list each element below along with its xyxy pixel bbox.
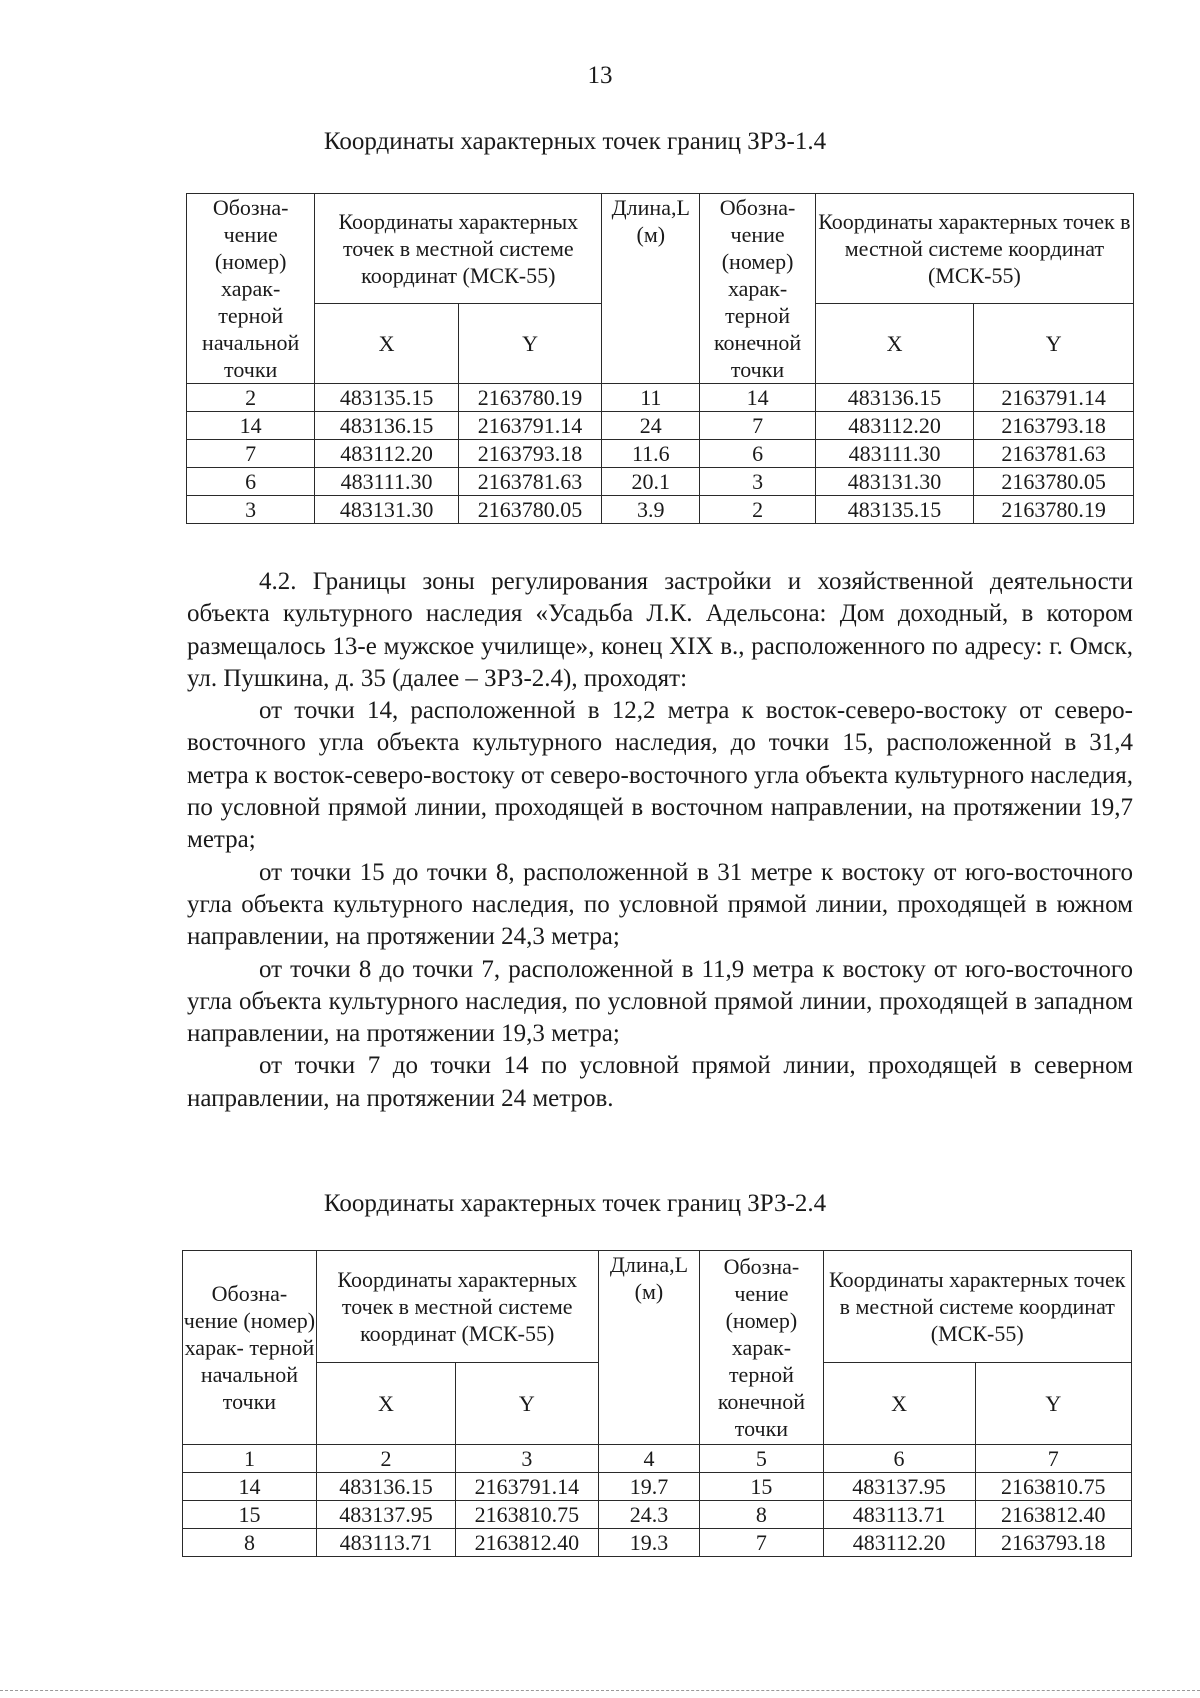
- page-number: 13: [587, 62, 613, 89]
- table1-cell: 2163781.63: [458, 468, 601, 496]
- table2-cell: 483113.71: [316, 1529, 455, 1557]
- table2-row: [183, 1529, 1132, 1557]
- column-number-cell: 3: [456, 1445, 598, 1473]
- table2-cell: 483136.15: [316, 1473, 455, 1501]
- table1-cell: 483111.30: [315, 468, 458, 496]
- table1-cell: 14: [187, 412, 315, 440]
- table1-cell: 11.6: [602, 440, 700, 468]
- table1-cell: 2163781.63: [974, 440, 1134, 468]
- table1-cell: 24: [602, 412, 700, 440]
- table2-cell: 483137.95: [316, 1501, 455, 1529]
- table1-cell: 2: [187, 384, 315, 412]
- table1-cell: 2163793.18: [974, 412, 1134, 440]
- table2-cell: 2163810.75: [456, 1501, 598, 1529]
- table2-cell: 15: [183, 1501, 317, 1529]
- header-coords: Координаты характерных точек в местной системе координат (МСК-55): [316, 1251, 598, 1363]
- table2-cell: 15: [700, 1473, 823, 1501]
- table1-cell: 3: [187, 496, 315, 524]
- table1-cell: 483135.15: [815, 496, 974, 524]
- header-coords: Координаты характерных точек в местной системе координат (МСК-55): [315, 194, 602, 304]
- header-x-end: X: [823, 1363, 975, 1445]
- table1-cell: 20.1: [602, 468, 700, 496]
- column-number-cell: 7: [975, 1445, 1131, 1473]
- table2-cell: 483112.20: [823, 1529, 975, 1557]
- table1-caption: Координаты характерных точек границ ЗРЗ-1.4: [323, 128, 827, 155]
- table2-caption: Координаты характерных точек границ ЗРЗ-2.4: [323, 1190, 827, 1217]
- table1-cell: 6: [700, 440, 815, 468]
- table1-cell: 2163780.05: [974, 468, 1134, 496]
- table2-cell: 2163810.75: [975, 1473, 1131, 1501]
- table2-cell: 2163812.40: [975, 1501, 1131, 1529]
- column-number-cell: 4: [598, 1445, 700, 1473]
- table2-row: [183, 1473, 1132, 1501]
- table1-cell: 483131.30: [815, 468, 974, 496]
- table1-row: [187, 384, 1134, 412]
- table2-cell: 24.3: [598, 1501, 700, 1529]
- table1-cell: 7: [187, 440, 315, 468]
- table2-cell: 8: [700, 1501, 823, 1529]
- table1-cell: 483131.30: [315, 496, 458, 524]
- paragraph-point-7: от точки 7 до точки 14 по условной прямой линии, проходящей в северном направлении, на протяжении 24 метров.: [187, 1052, 1133, 1112]
- table1-cell: 3: [700, 468, 815, 496]
- paragraph-point-8: от точки 8 до точки 7, расположенной в 11,9 метра к востоку от юго-восточного угла объекта культурного наследия, по условной прямой линии, проходящей в западном направлении, на протяжении 19,3 метра;: [187, 955, 1133, 1048]
- table1-cell: 2163791.14: [458, 412, 601, 440]
- header-x: X: [315, 304, 458, 384]
- table2-cell: 483113.71: [823, 1501, 975, 1529]
- paragraph-point-15: от точки 15 до точки 8, расположенной в 31 метре к востоку от юго-восточного угла объекта культурного наследия, по условной прямой линии, проходящей в южном направлении, на протяжении 24,3 метра;: [187, 858, 1133, 951]
- table1-cell: 14: [700, 384, 815, 412]
- header-y: Y: [458, 304, 601, 384]
- table1-cell: 7: [700, 412, 815, 440]
- header-end-point: Обозна- чение (номер) харак- терной конечной точки: [700, 194, 815, 384]
- header-x: X: [316, 1363, 455, 1445]
- table1-cell: 2163780.05: [458, 496, 601, 524]
- table1-row: [187, 440, 1134, 468]
- table1-cell: 6: [187, 468, 315, 496]
- table1-cell: 11: [602, 384, 700, 412]
- paragraph-point-14: от точки 14, расположенной в 12,2 метра к восток-северо-востоку от северо-восточного угла объекта культурного наследия, до точки 15, расположенной в 31,4 метра к восток-северо-востоку от северо-восточного угла объекта культурного наследия, по условной прямой линии, проходящей в восточном направлении, на протяжении 19,7 метра;: [187, 697, 1133, 854]
- table1-cell: 483135.15: [315, 384, 458, 412]
- header-y-end: Y: [975, 1363, 1131, 1445]
- header-length: Длина,L (м): [602, 194, 700, 384]
- column-number-cell: 5: [700, 1445, 823, 1473]
- header-coords-end: Координаты характерных точек в местной системе координат (МСК-55): [823, 1251, 1132, 1363]
- column-number-cell: 2: [316, 1445, 455, 1473]
- table1-cell: 483112.20: [815, 412, 974, 440]
- body-text: [187, 566, 1133, 1115]
- table1-cell: 483111.30: [815, 440, 974, 468]
- header-coords-end: Координаты характерных точек в местной системе координат (МСК-55): [815, 194, 1133, 304]
- header-y: Y: [456, 1363, 598, 1445]
- table2-coordinates: [182, 1250, 1132, 1557]
- table2-cell: 2163793.18: [975, 1529, 1131, 1557]
- header-length: Длина,L (м): [598, 1251, 700, 1445]
- header-y-end: Y: [974, 304, 1134, 384]
- table1-cell: 2163791.14: [974, 384, 1134, 412]
- header-end-point: Обозна- чение (номер) харак- терной конечной точки: [700, 1251, 823, 1445]
- table1-cell: 2163780.19: [974, 496, 1134, 524]
- column-number-cell: 6: [823, 1445, 975, 1473]
- header-start-point: Обозна- чение (номер) харак- терной начальной точки: [183, 1251, 317, 1445]
- table2-cell: 8: [183, 1529, 317, 1557]
- header-start-point: Обозна- чение (номер) харак- терной начальной точки: [187, 194, 315, 384]
- table2-row: [183, 1501, 1132, 1529]
- paragraph-intro: 4.2. Границы зоны регулирования застройки и хозяйственной деятельности объекта культурного наследия «Усадьба Л.К. Адельсона: Дом доходный, в котором размещалось 13-е мужское училище», конец XIX в., расположенного по адресу: г. Омск, ул. Пушкина, д. 35 (далее – ЗРЗ-2.4), проходят:: [187, 568, 1133, 692]
- table2-cell: 7: [700, 1529, 823, 1557]
- table1-row: [187, 496, 1134, 524]
- table2-cell: 19.7: [598, 1473, 700, 1501]
- table1-cell: 483112.20: [315, 440, 458, 468]
- column-number-cell: 1: [183, 1445, 317, 1473]
- table1-cell: 2: [700, 496, 815, 524]
- table2-cell: 19.3: [598, 1529, 700, 1557]
- table1-coordinates: [186, 193, 1134, 524]
- header-x-end: X: [815, 304, 974, 384]
- table1-cell: 2163793.18: [458, 440, 601, 468]
- table1-cell: 3.9: [602, 496, 700, 524]
- table1-row: [187, 412, 1134, 440]
- table2-cell: 2163791.14: [456, 1473, 598, 1501]
- table2-cell: 2163812.40: [456, 1529, 598, 1557]
- table1-row: [187, 468, 1134, 496]
- table1-cell: 2163780.19: [458, 384, 601, 412]
- table2-column-number-row: [183, 1445, 1132, 1473]
- table2-cell: 14: [183, 1473, 317, 1501]
- table1-cell: 483136.15: [815, 384, 974, 412]
- table2-cell: 483137.95: [823, 1473, 975, 1501]
- table1-cell: 483136.15: [315, 412, 458, 440]
- page-bottom-line: [0, 1690, 1200, 1691]
